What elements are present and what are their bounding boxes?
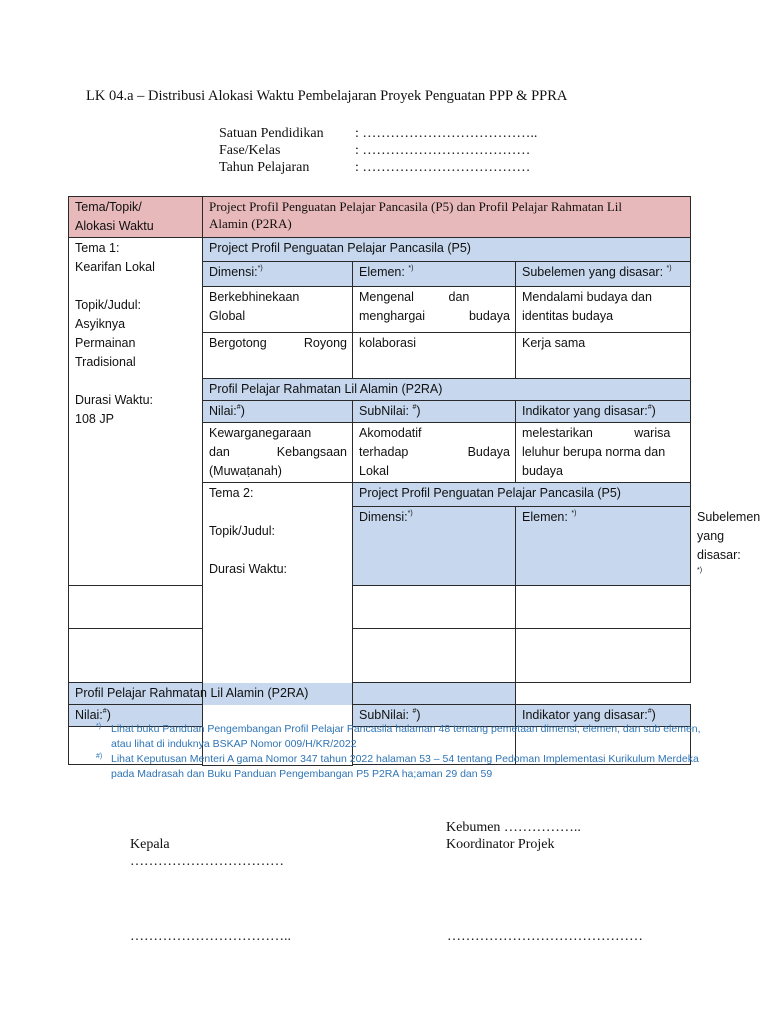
allocation-table	[68, 196, 761, 766]
tema1-line: Tradisional	[75, 355, 136, 369]
identity-fields	[219, 125, 537, 176]
info-label: Tahun Pelajaran	[219, 160, 310, 175]
tema1-line: Topik/Judul:	[75, 298, 142, 312]
cell-elemen: Mengenal dan menghargai budaya	[353, 287, 516, 333]
p2ra-section-title: Profil Pelajar Rahmatan Lil Alamin (P2RA)	[69, 683, 516, 705]
place-date: Kebumen ……………..	[446, 820, 581, 835]
p5-section-title: Project Profil Penguatan Pelajar Pancasila (P5)	[353, 483, 691, 507]
col-header-elemen: Elemen: *)	[516, 507, 691, 586]
tema2-line: Tema 2:	[209, 486, 254, 500]
header-cell-tema	[69, 197, 203, 238]
empty-cell	[353, 629, 516, 683]
info-row-fase	[219, 142, 537, 159]
info-row-satuan	[219, 125, 537, 142]
col-header-indikator: Indikator yang disasar:#)	[516, 705, 691, 727]
header-text: Project Profil Penguatan Pelajar Pancasila (P5) dan Profil Pelajar Rahmatan Lil	[209, 199, 623, 214]
cell-nilai: Kewarganegaraan dan Kebangsaan (Muwaṭanah)	[203, 423, 353, 483]
cell-dimensi: Bergotong Royong	[203, 333, 353, 379]
col-header-subelemen: Subelemen yang disasar: *)	[516, 262, 691, 287]
info-value: : ………………………………	[355, 143, 531, 158]
empty-cell	[69, 586, 203, 629]
tema1-line: Permainan	[75, 336, 136, 350]
col-header-nilai: Nilai:#)	[69, 705, 203, 727]
table-row: Dimensi:*) Elemen: *) Subelemen yang disasar: *)	[69, 507, 691, 586]
cell-subelemen: Kerja sama	[516, 333, 691, 379]
cell-subelemen: Mendalami budaya dan identitas budaya	[516, 287, 691, 333]
header-text: Alokasi Waktu	[75, 219, 154, 233]
p2ra-section-title: Profil Pelajar Rahmatan Lil Alamin (P2RA)	[203, 379, 691, 401]
header-text: Tema/Topik/	[75, 200, 142, 214]
cell-subnilai: Akomodatif terhadap Budaya Lokal	[353, 423, 516, 483]
col-header-elemen: Elemen: *)	[353, 262, 516, 287]
tema2-line	[209, 541, 347, 560]
tema1-line: Durasi Waktu:	[75, 393, 154, 407]
col-header-dimensi: Dimensi:*)	[203, 262, 353, 287]
header-cell-project	[203, 197, 691, 238]
cell-dimensi: Berkebhinekaan Global	[203, 287, 353, 333]
tema2-line: Durasi Waktu:	[209, 562, 288, 576]
table-row	[69, 683, 691, 705]
tema1-line	[75, 277, 197, 296]
header-text: Alamin (P2RA)	[209, 216, 292, 231]
tema2-line: Topik/Judul:	[209, 524, 276, 538]
col-header-subnilai: SubNilai: #)	[353, 401, 516, 423]
koordinator-title: Koordinator Projek	[446, 837, 555, 852]
tema1-cell	[69, 238, 203, 586]
document-title: LK 04.a – Distribusi Alokasi Waktu Pembelajaran Proyek Penguatan PPP & PPRA	[86, 88, 568, 104]
col-header-dimensi: Dimensi:*)	[353, 507, 516, 586]
table-row	[69, 586, 691, 629]
info-label: Satuan Pendidikan	[219, 126, 324, 141]
tema1-line: 108 JP	[75, 412, 114, 426]
footnote-p2ra: #) Lihat Keputusan Menteri A gama Nomor 347 tahun 2022 halaman 53 – 54 tentang Pedoman Implementasi Kurikulum Merdeka pada Madrasah dan Buku Panduan Pengembangan P5 P2RA ha;aman 29 dan 59	[96, 753, 699, 780]
tema1-line: Asyiknya	[75, 317, 126, 331]
tema1-line: Tema 1:	[75, 241, 120, 255]
kepala-signature-line: ……………………………..	[130, 929, 291, 944]
kepala-title: Kepala	[130, 837, 170, 852]
cell-indikator: melestarikan warisa leluhur berupa norma dan budaya	[516, 423, 691, 483]
info-value: : ………………………………..	[355, 126, 538, 141]
table-header-row	[69, 197, 691, 238]
col-header-indikator: Indikator yang disasar:#)	[516, 401, 691, 423]
empty-cell	[353, 586, 516, 629]
info-value: : ………………………………	[355, 160, 531, 175]
empty-cell	[516, 629, 691, 683]
cell-elemen: kolaborasi	[353, 333, 516, 379]
tema1-line	[75, 372, 197, 391]
table-row	[69, 238, 691, 262]
footnotes	[96, 722, 708, 782]
col-header-subnilai: SubNilai: #)	[353, 705, 516, 727]
footnote-p5: *) Lihat buku Panduan Pengembangan Profil Pelajar Pancasila halaman 48 tentang pemetaan dimensi, elemen, dan sub elemen, atau lihat di induknya BSKAP Nomor 009/H/KR/2022	[96, 723, 701, 750]
kepala-dots: ……………………………	[130, 854, 284, 869]
tema2-line	[209, 503, 347, 522]
col-header-nilai: Nilai:#)	[203, 401, 353, 423]
tema1-line: Kearifan Lokal	[75, 260, 155, 274]
empty-cell	[516, 586, 691, 629]
koordinator-signature-line: ……………………………………	[447, 929, 643, 944]
empty-cell	[69, 629, 203, 683]
table-row	[69, 629, 691, 683]
p5-section-title: Project Profil Penguatan Pelajar Pancasila (P5)	[203, 238, 691, 262]
info-label: Fase/Kelas	[219, 143, 281, 158]
info-row-tahun	[219, 159, 537, 176]
